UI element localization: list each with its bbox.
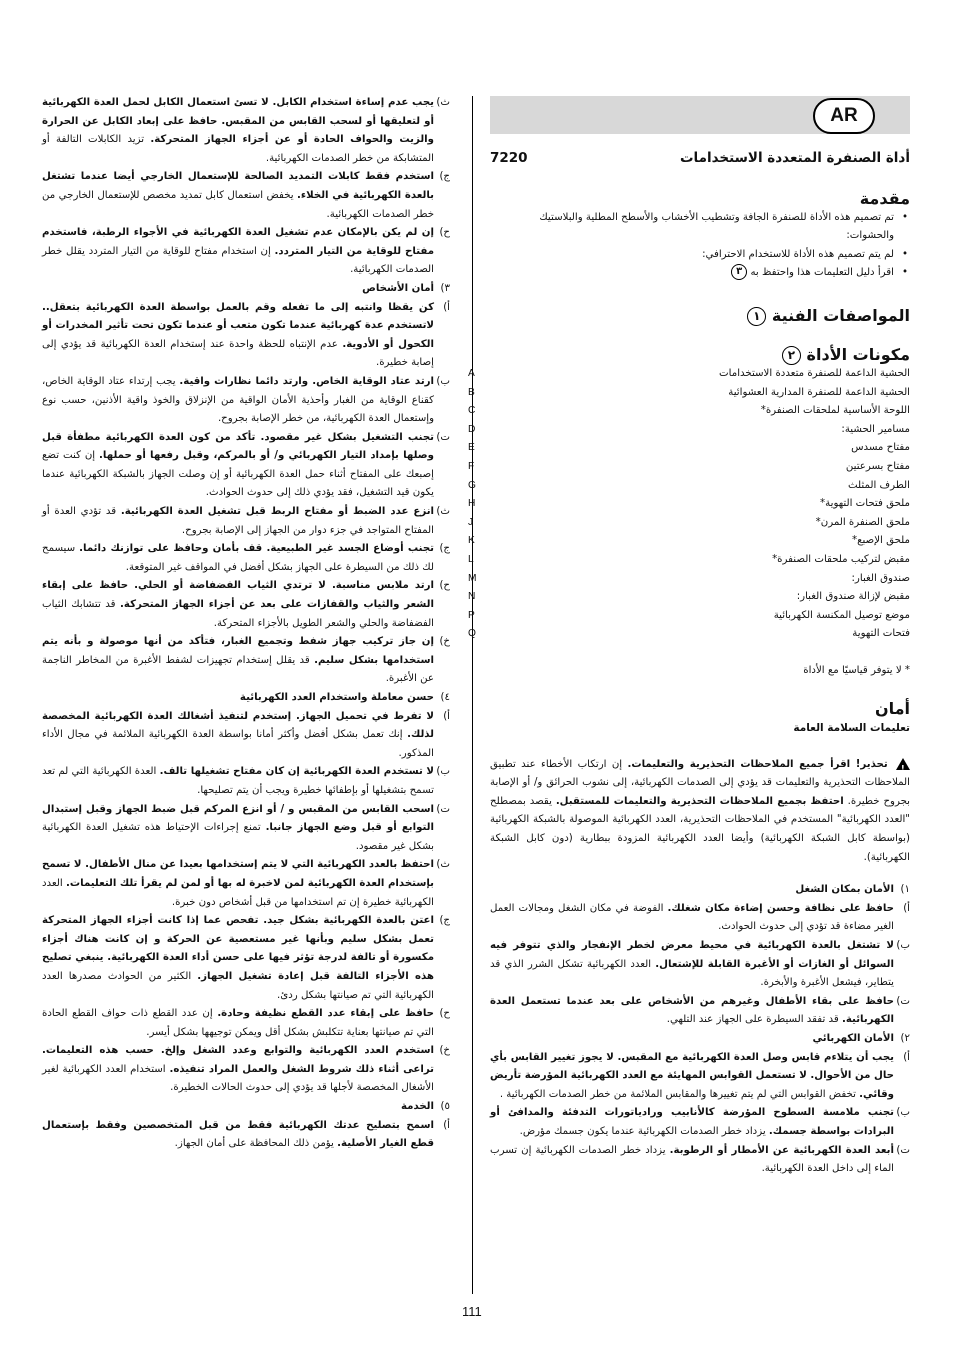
list-item <box>490 1104 910 1141</box>
keep-text: يقصد بمصطلح "العدد الكهربائية" المستخدم في الملاحظات التحذيرية، العدد الكهربائية الموصولة بالشبكة الكهربائية (بواسطة كابل الشبكة الكهربائية) وأيضا العدد الكهربائية المزودة ببطارية (دون كابل الشبكة الكهربائية). <box>490 795 910 863</box>
component-label: الحشية الداعمة للصنفرة متعددة الاستخدامات <box>719 367 910 379</box>
item-text: تمنع إجراءات الإحتياط هذه تشغيل العدة الكهربائية بشكل غير مقصود. <box>42 822 434 852</box>
item-text: قد تؤدي العدة أو المفتاح المتواجد في جزء دوار من الجهاز إلى الإصابة بجروح. <box>42 506 434 536</box>
list-item <box>468 607 910 626</box>
handling-heading <box>42 689 450 708</box>
list-item <box>468 402 910 421</box>
column-divider <box>472 96 473 1294</box>
keep-bold: احتفظ بجميع الملاحظات التحذيرية والتعليمات للمستقبل. <box>555 795 844 807</box>
item-bold: احتفظ بالعدد الكهربائية التي لا يتم إستخدامها بعيدا عن منال الأطفال. لا تسمح بإستخدام العدة الكهربائية لمن لاخبرة له بها أو لمن لم يقرأ تلك التعليمات. <box>42 859 434 889</box>
list-item <box>468 384 910 403</box>
item-number: ج) <box>439 171 450 183</box>
list-item <box>42 503 450 540</box>
list-item <box>42 299 450 373</box>
title-row <box>490 150 910 166</box>
item-text: قد تتشابك الثياب الفضفاضة والحلي والشعر الطويل بالأجزاء المتحركة. <box>42 599 434 629</box>
list-item <box>42 763 450 800</box>
list-item <box>42 373 450 429</box>
service-heading <box>42 1098 450 1117</box>
item-bold: أبعد العدة الكهربائية عن الأمطار أو الرطوبة. <box>669 1144 894 1156</box>
item-bold: اعتن بالعدة الكهربائية بشكل جيد. تفحص عما إذا كانت أجزاء الجهاز المتحركة تعمل بشكل سليم وبأنها غير مستعصية عن الحركة و إن كانت هناك أجزاء مكسورة أو تالفة لدرجة تؤثر فيها على حسن أداء العدة الكهربائية. ينبغي تصليح هذه الأجزاء التالفة قبل إعادة تشغيل الجهاز. <box>42 915 434 982</box>
list-item <box>490 993 910 1030</box>
item-bold: اسمح بتصليح عدتك الكهربائية فقط من قبل المتخصصين وفقط بإستعمال قطع الغيار الأصلية. <box>42 1119 434 1150</box>
component-label: ملحق فتحات التهوية* <box>820 498 910 510</box>
list-item <box>490 1142 910 1179</box>
item-number: ح) <box>439 1008 450 1020</box>
item-number: ث) <box>436 859 450 871</box>
section-heading-text: حسن معاملة واستخدام العدد الكهربائية <box>239 692 434 703</box>
item-text: يخفض استعمال كابل تمديد مخصص للإستعمال الخارجي من خطر الصدمات الكهربائية. <box>42 189 434 220</box>
component-letter: J <box>468 516 474 528</box>
warning-bold: تحذير! اقرأ جميع الملاحظات التحذيرية والتعليمات. <box>627 758 888 770</box>
item-text: قد تفقد السيطرة على الجهاز عند التلهي. <box>666 1014 839 1026</box>
left-column <box>42 94 450 1154</box>
list-item <box>468 551 910 570</box>
item-number: أ) <box>443 1119 450 1131</box>
component-letter: D <box>468 423 476 435</box>
figure-ref: ٣ <box>731 264 747 280</box>
item-number: أ) <box>443 710 450 722</box>
warning-text: إن ارتكاب الأخطاء عند تطبيق الملاحظات التحذيرية والتعليمات قد يؤدي إلى الصدمات الكهربائية، إلى نشوب الحرائق و/ أو الإصابة بجروح خطيرة. <box>490 758 910 807</box>
list-item <box>468 477 910 496</box>
item-text: استخدام العدد الكهربائية لغير الأشغال المخصصة لأجلها قد يؤدي إلى حدوث الحالات الخطيرة. <box>42 1063 434 1094</box>
item-number: أ) <box>903 1051 910 1063</box>
list-item <box>468 570 910 589</box>
component-label: ملحق الصنفرة المرن* <box>815 516 910 528</box>
section-heading-text: الأمان الكهربائي <box>812 1032 894 1044</box>
list-item <box>490 937 910 993</box>
item-bold: كن يقظا وانتبه إلى ما تفعله وقم بالعمل بواسطة العدة الكهربائية بتعقل.. لاتستخدم عدة كهربائية عندما تكون متعب أو عندما تكون تحت تأثير المخدرات أو الكحول أو الأدوية. <box>42 301 434 350</box>
item-number: أ) <box>443 301 450 313</box>
component-label: مفتاح مسدس <box>851 442 910 454</box>
component-label: فتحات التهوية <box>852 628 910 640</box>
item-number: ث) <box>436 97 450 108</box>
list-item: • تم تصميم هذه الأداة للصنفرة الجافة وتشطيب الأخشاب والأسطح المطلية والبلاستيك والحشوات: <box>490 209 894 246</box>
list-item <box>42 540 450 577</box>
component-letter: K <box>468 535 475 547</box>
item-text: يزداد خطر الصدمات الكهربائية إن تسرب الماء إلى داخل العدة الكهربائية. <box>490 1144 894 1175</box>
list-item <box>42 577 450 633</box>
component-label: الحشية الداعمة للصنفرة المدارية العشوائية <box>728 386 910 398</box>
component-letter: E <box>468 442 475 454</box>
component-label: مقبض لإزالة صندوق الغبار: <box>796 591 910 603</box>
electrical-heading <box>490 1030 910 1049</box>
handling-items <box>42 708 450 1098</box>
component-label: مقبض لتركيب ملحقات الصنفرة* <box>772 553 910 565</box>
section-number: ٤) <box>440 692 450 703</box>
list-item <box>468 532 910 551</box>
component-letter: A <box>468 367 475 379</box>
component-letter: L <box>468 553 474 565</box>
item-text: يؤمن ذلك المحافظة على أمان الجهاز. <box>174 1138 334 1150</box>
section-heading-text: الأمان بمكان الشغل <box>795 884 894 896</box>
safety-heading: أمان <box>874 699 910 719</box>
item-number: خ) <box>439 636 450 648</box>
item-number: ج) <box>439 915 450 927</box>
item-text: تخفض القوابس التي لم يتم تغييرها والمقابس الملائمة من خطر الصدمات الكهربائية . <box>499 1088 856 1100</box>
list-item <box>42 1117 450 1154</box>
list-item <box>490 1049 910 1105</box>
item-bold: لا تفرط في تحميل الجهاز. إستخدم لتنفيذ أشغالك العدة الكهربائية المخصصة لذلك. <box>42 710 434 741</box>
list-item <box>42 708 450 764</box>
list-item <box>468 588 910 607</box>
list-item <box>42 429 450 503</box>
list-item <box>468 421 910 440</box>
components-note: * لا يتوفر قياسيًا مع الأداة <box>803 664 910 676</box>
component-letter: F <box>468 460 475 472</box>
model-number: 7220 <box>490 150 528 166</box>
component-label: مفتاح بسرعتين <box>845 460 910 472</box>
item-text: تزيد الكابلات التالفة أو المتشابكة من خطر الصدمات الكهربائية. <box>42 134 434 164</box>
item-number: ج) <box>439 543 450 555</box>
item-text: يزداد خطر الصدمات الكهربائية عندما يكون جسمك مؤرض. <box>519 1125 766 1137</box>
figure-ref: ١ <box>747 307 766 326</box>
list-item <box>468 625 910 644</box>
item-bold: تجنب أوضاع الجسد غير الطبيعية. قف بأمان وحافظ على توازنك دائما. <box>79 543 434 555</box>
warning-icon <box>896 758 910 770</box>
item-number: ث) <box>436 506 450 518</box>
list-item <box>42 856 450 912</box>
specs-heading-text: المواصفات الفنية <box>771 305 910 325</box>
item-text: إنك تعمل بشكل أفضل وأكثر أمانا بواسطة العدة الكهربائية الملائمة في مجال الأداء المذكور. <box>42 729 434 759</box>
component-letter: Q <box>468 628 476 640</box>
specs-heading <box>490 307 910 326</box>
component-label: مسامير الحشية: <box>841 423 910 435</box>
item-bold: انزع عدد الضبط أو مفتاح الربط قبل تشغيل العدة الكهربائية. <box>120 506 435 518</box>
work-area-items <box>490 900 910 1030</box>
section-number: ١) <box>900 884 910 896</box>
item-bold: استخدم فقط كابلات التمديد الصالحة للإستعمال الخارجي أيضا عندما تشتغل بالعدة الكهربائية في الخلاء. <box>42 171 434 201</box>
item-bold: إن جاز تركيب جهاز شفط وتجميع الغبار، فتأكد من أنها موصولة و بأنه يتم استخدامها بشكل سليم. <box>42 636 434 666</box>
components-list <box>468 365 910 644</box>
component-label: اللوحة الأساسية لملحقات الصنفرة* <box>760 405 910 417</box>
components-heading-text: مكونات الأداة <box>806 344 910 364</box>
list-item <box>468 365 910 384</box>
item-text: إن استخدام مفتاح للوقاية من التيار المتردد يقلل خطر الصدمات الكهربائية. <box>42 245 434 276</box>
component-letter: C <box>468 405 476 417</box>
service-items <box>42 1117 450 1154</box>
list-item <box>42 1042 450 1098</box>
item-text: يجب إرتداء عتاد الوقاية الخاص، كقناع الوقاية من الغبار وأحذية الأمان الواقية من الإنزلاق والخوذ واقية الأذنين، حسب نوع وإستعمال العدة الكهربائية، من خطر الإصابة بجروح. <box>42 375 434 425</box>
component-letter: M <box>468 572 477 584</box>
item-number: ب) <box>436 766 450 778</box>
item-number: ح) <box>439 580 450 592</box>
personal-heading <box>42 280 450 299</box>
item-number: ب) <box>896 1107 910 1119</box>
work-area-heading <box>490 881 910 900</box>
warning-paragraph <box>490 756 910 868</box>
item-number: خ) <box>439 1045 450 1057</box>
item-bold: ارتد ملابس مناسبة. لا ترتدي الثياب الفضفاضة أو الحلي. حافظ على إبقاء الشعر والثياب والقفازات على بعد عن أجزاء الجهاز المتحركة. <box>42 580 434 611</box>
component-letter: G <box>468 479 476 491</box>
figure-ref: ٢ <box>782 346 801 365</box>
item-text: إن عدد القطع ذات حواف القطع الحادة التي تم صيانتها بعناية تتكلبش بشكل أقل ويمكن توجيهها بشكل أيسر. <box>42 1008 434 1038</box>
component-label: موضع توصيل المكنسة الكهربائية <box>773 609 910 621</box>
list-item-text: اقرأ دليل التعليمات هذا واحتفظ به <box>750 267 894 279</box>
item-text: قد يقلل إستخدام تجهيزات لشفط الأغبرة من المخاطر الناجمة عن الأغبرة. <box>42 654 434 685</box>
component-label: الطرف المثلث <box>848 479 910 491</box>
item-text: إن كنت تضع إصبعك على المفتاح أثناء حمل العدة الكهربائية أو إن وصلت الجهاز بالشبكة الكهربائية عندما يكون قيد التشغيل، فقد يؤدي ذلك إلى حدوث الحوادث. <box>42 450 434 499</box>
item-bold: اسحب القابس من المقبس و / أو انزع المركم قبل ضبط الجهاز وقبل إستبدال التوابع أو قبل وضع الجهاز جانبا. <box>42 803 434 834</box>
item-text: عدم الإنتباه للحظة واحدة عند إستخدام العدة الكهربائية قد يؤدي إلى إصابة خطيرة. <box>42 338 434 369</box>
component-letter: H <box>468 498 476 510</box>
list-item <box>468 495 910 514</box>
document-title: أداة الصنفرة المتعددة الاستخدامات <box>679 150 910 166</box>
intro-bullets <box>490 209 910 283</box>
list-item <box>42 912 450 1005</box>
item-text: العدد الكهربائية خطيرة إن تم استخدامها من قبل أشخاص دون خبرة. <box>42 877 434 908</box>
language-badge: AR <box>813 98 875 134</box>
right-column <box>468 189 910 1179</box>
item-text: سيسمح لك ذلك من السيطرة على الجهاز بشكل أفضل في المواقف غير المتوقعة. <box>42 543 434 573</box>
section-heading-text: الخدمة <box>400 1101 434 1113</box>
list-item <box>42 801 450 857</box>
item-number: ب) <box>436 375 450 387</box>
personal-items <box>42 299 450 689</box>
item-number: ب) <box>896 940 910 951</box>
item-number: أ) <box>903 902 910 914</box>
item-number: ت) <box>436 431 450 443</box>
section-number: ٢) <box>900 1032 910 1044</box>
component-label: صندوق الغبار: <box>851 572 910 584</box>
item-number: ت) <box>436 803 450 815</box>
item-bold: لا تستخدم العدة الكهربائية إن كان مفتاح تشغيلها تالف. <box>159 766 434 778</box>
item-bold: حافظ على بقاء الأطفال وغيرهم من الأشخاص على بعد عندما تستعمل العدة الكهربائية. <box>490 995 894 1026</box>
item-text: العدة الكهربائية التي لم تعد تسمح بتشغيلها أو بإطفائها خطيرة ويجب أن يتم تصليحها. <box>42 766 434 796</box>
intro-heading: مقدمة <box>859 189 910 208</box>
list-item <box>42 224 450 280</box>
item-bold: تجنب التشغيل بشكل غير مقصود. تأكد من كون العدة الكهربائية مطفأة قبل وصلها بإمداد التيار الكهربائي و/ أو بالمركم، وقبل رفعها أو حملها. <box>42 431 434 462</box>
component-letter: B <box>468 386 475 398</box>
item-text: الكثير من الحوادث مصدرها العدد الكهربائية التي تم صيانتها بشكل ردئ. <box>42 970 434 1001</box>
list-item <box>490 264 894 283</box>
item-text: العدد الكهربائية تشكل الشرر الذي قد يتطاير، فيشعل الأغبرة والأبخرة. <box>490 958 894 989</box>
component-label: ملحق الإصبع* <box>851 535 910 547</box>
electrical-cont-items <box>42 94 450 280</box>
component-letter: P <box>468 609 475 621</box>
item-bold: ارتد عتاد الوقاية الخاص. وارتد دائما نظارات واقية. <box>179 375 434 387</box>
item-bold: إن لم يكن بالإمكان عدم تشغيل العدة الكهربائية في الأجواء الرطبة، فاستخدم مفتاح للوقاية من التيار المتردد. <box>42 227 434 257</box>
list-item <box>42 633 450 689</box>
item-bold: يجب عدم إساءة استخدام الكابل. لا تسئ استعمال الكابل لحمل العدة الكهربائية أو لتعليقها أو لسحب القابس من المقبس. حافظ على إبعاد الكابل عن الحرارة والزيت والحواف الحادة أو عن أجزاء الجهاز المتحركة. <box>42 97 434 146</box>
item-number: ح) <box>439 227 450 239</box>
list-item <box>468 458 910 477</box>
item-number: ت) <box>896 995 910 1007</box>
item-bold: يجب أن يتلاءم قابس وصل العدة الكهربائية مع المقبس. لا يجوز تغيير القابس بأي حال من الأحوال. لا تستعمل القوابس المهايئة مع العدد الكهربائية المؤرضة تأريض وقائي. <box>490 1051 894 1100</box>
list-item <box>42 1005 450 1042</box>
list-item <box>468 439 910 458</box>
item-bold: استخدم العدد الكهربائية والتوابع وعدد الشغل وإلخ. حسب هذه التعليمات. تراعى أثناء ذلك شروط الشغل والعمل المراد تنفيذه. <box>42 1045 434 1075</box>
list-item <box>490 900 910 937</box>
components-heading <box>490 346 910 365</box>
section-number: ٣) <box>440 282 450 294</box>
list-item <box>468 514 910 533</box>
list-item <box>42 168 450 224</box>
item-bold: لا تشتغل بالعدة الكهربائية في محيط معرض لخطر الإنفجار والذي تتوفر فيه السوائل أو الغازات أو الأغبرة القابلة للإشتعال. <box>490 940 894 970</box>
list-item <box>42 94 450 168</box>
section-number: ٥) <box>440 1101 450 1113</box>
list-item: • لم يتم تصميم هذه الأداة للاستخدام الاحترافي: <box>490 246 894 265</box>
item-number: ت) <box>896 1144 910 1156</box>
section-heading-text: أمان الأشخاص <box>362 282 434 294</box>
item-text: الفوضة في مكان الشغل ومجالات العمل الغير مضاءة قد تؤدي إلى حدوث الحوادث. <box>490 902 894 933</box>
component-letter: N <box>468 591 476 603</box>
page-number: 111 <box>462 1304 482 1319</box>
item-bold: تجنب ملامسة السطوح المؤرضة كالأنابيب ورادياتورات التدفئة والمدافئ أو البرادات بواسطة جسمك. <box>490 1107 894 1137</box>
electrical-items <box>490 1049 910 1179</box>
item-bold: حافظ على إبقاء عدد القطع نظيفة وحادة. <box>217 1008 434 1020</box>
safety-subheading: تعليمات السلامة العامة <box>793 722 910 735</box>
item-bold: حافظ على نظافة وحسن إضاءة مكان شغلك. <box>667 902 894 914</box>
